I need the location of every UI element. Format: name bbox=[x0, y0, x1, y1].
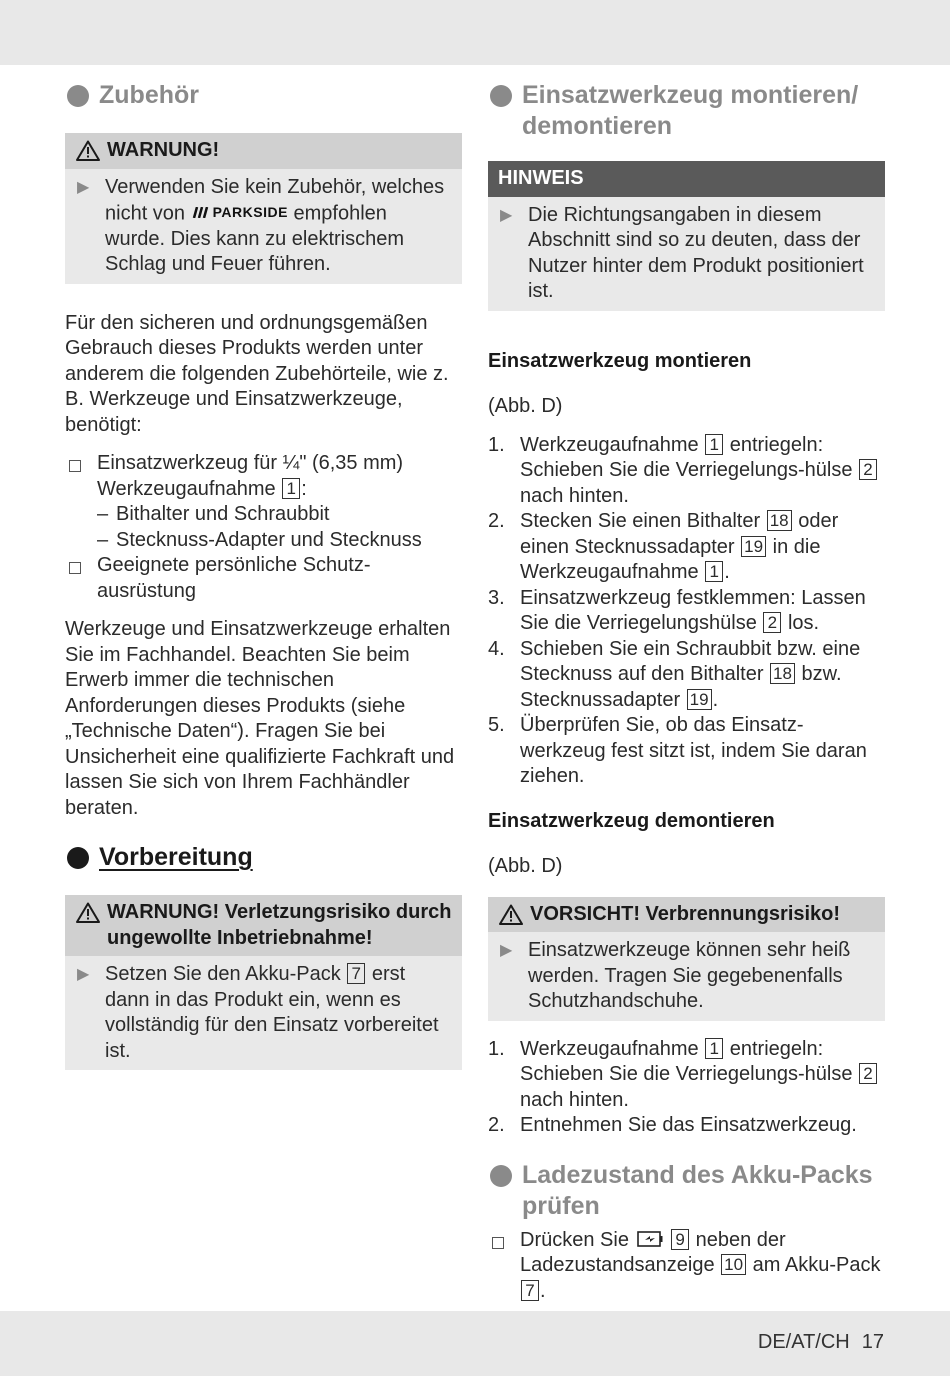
step-text-part: in die Werkzeugaufnahme bbox=[520, 535, 821, 583]
list-item bbox=[65, 553, 462, 604]
step-text-part: Werkzeugaufnahme bbox=[520, 1037, 699, 1060]
warning-triangle-icon bbox=[75, 140, 101, 161]
list-item-text bbox=[97, 451, 462, 553]
outro-paragraph: Werkzeuge und Einsatzwerkzeuge erhalten Sie im Fachhandel. Beachten Sie beim Erwerb immer die technischen Anforderungen dieses Produkts (siehe „Technische Daten“). Fragen Sie bei Unsicherheit eine qualifizierte Fachkraft und lassen Sie sich von Ihrem Fachhändler beraten. bbox=[65, 618, 455, 819]
reference-number: 1 bbox=[705, 1038, 723, 1059]
list-item-text bbox=[520, 1228, 885, 1305]
dismount-steps bbox=[488, 1037, 885, 1139]
reference-number: 10 bbox=[721, 1254, 746, 1275]
warning-box bbox=[65, 133, 462, 284]
checkbox-square-icon bbox=[65, 553, 97, 604]
warning-text-post: empfohlen wurde. Dies kann zu elektrischem Schlag und Feuer führen. bbox=[105, 202, 405, 276]
warning-header bbox=[65, 133, 462, 169]
step-text-part: Werkzeugaufnahme bbox=[520, 433, 699, 456]
checkbox-square-icon bbox=[488, 1228, 520, 1305]
step-text-part: entriegeln: Schieben Sie die Verriegelungs-hülse bbox=[520, 1037, 853, 1085]
reference-number: 19 bbox=[741, 536, 766, 557]
dash-item: – Bithalter und Schraubbit bbox=[97, 502, 462, 528]
step-text-part: oder einen Stecknussadapter bbox=[520, 510, 839, 558]
step-text-part: entriegeln: Schieben Sie die Verriegelungs-hülse bbox=[520, 433, 853, 481]
step-text-part: Stecken Sie einen Bithalter bbox=[520, 510, 761, 532]
warning-text bbox=[105, 962, 452, 1064]
step-text: Entnehmen Sie das Einsatzwerkzeug. bbox=[520, 1114, 857, 1136]
step-item bbox=[488, 433, 885, 510]
section-heading-zubehoer bbox=[65, 80, 462, 111]
item-text-part: neben der Ladezustandsanzeige bbox=[520, 1228, 786, 1276]
warning-text-pre: Verwenden Sie kein Zubehör, welches nicht von bbox=[105, 175, 445, 225]
warning-text bbox=[105, 175, 452, 278]
step-number: 5. bbox=[488, 714, 505, 736]
warning-triangle-icon bbox=[75, 902, 101, 923]
warning-body bbox=[65, 169, 462, 284]
reference-number: 18 bbox=[767, 510, 792, 531]
reference-number: 1 bbox=[705, 434, 723, 455]
reference-number: 2 bbox=[763, 612, 781, 633]
step-item bbox=[488, 1113, 885, 1139]
item-text-part: . bbox=[540, 1279, 546, 1302]
item-text: Einsatzwerkzeug für ¼" (6,35 mm) Werkzeugaufnahme bbox=[97, 452, 404, 500]
bullet-dot-icon bbox=[67, 847, 89, 869]
reference-number: 7 bbox=[521, 1280, 539, 1301]
warning-title: WARNUNG! Verletzungsrisiko durch ungewollte Inbetriebnahme! bbox=[107, 901, 452, 949]
step-text bbox=[520, 637, 885, 714]
step-number: 2. bbox=[488, 1114, 505, 1136]
step-text-part: nach hinten. bbox=[520, 484, 629, 507]
battery-check-list bbox=[488, 1228, 885, 1305]
reference-number: 9 bbox=[671, 1229, 689, 1250]
play-arrow-icon: ▶ bbox=[77, 178, 90, 196]
section-title: Zubehör bbox=[99, 81, 199, 109]
hint-title: HINWEIS bbox=[498, 167, 584, 189]
caution-box bbox=[488, 897, 885, 1021]
warning-title: WARNUNG! bbox=[107, 139, 220, 161]
dash-item-text: Stecknuss-Adapter und Stecknuss bbox=[116, 528, 422, 551]
warning-text-post: erst dann in das Produkt ein, wenn es vollständig für den Einsatz vorbereitet ist. bbox=[105, 963, 439, 1062]
step-text bbox=[520, 509, 885, 586]
step-item bbox=[488, 586, 885, 637]
step-item bbox=[488, 637, 885, 714]
section-title: Vorbereitung bbox=[99, 843, 253, 872]
reference-number: 7 bbox=[347, 963, 365, 984]
left-column bbox=[65, 80, 462, 1070]
section-title: Einsatzwerkzeug montieren/ demontieren bbox=[522, 81, 859, 140]
step-text-part: . bbox=[712, 688, 719, 711]
reference-number: 2 bbox=[859, 459, 877, 480]
battery-status-button-icon bbox=[637, 1229, 663, 1249]
caution-body bbox=[488, 932, 885, 1021]
step-item bbox=[488, 1037, 885, 1114]
list-item bbox=[488, 1228, 885, 1305]
dash-item-text: Bithalter und Schraubbit bbox=[116, 503, 330, 526]
warning-header bbox=[65, 895, 462, 956]
step-item bbox=[488, 509, 885, 586]
item-text-part: am Akku-Pack bbox=[752, 1254, 881, 1276]
bullet-dot-icon bbox=[490, 1165, 512, 1187]
play-arrow-icon: ▶ bbox=[500, 206, 513, 224]
footer-locale: DE/AT/CH bbox=[757, 1331, 850, 1353]
dash-item: – Stecknuss-Adapter und Stecknuss bbox=[97, 528, 462, 554]
step-text bbox=[520, 433, 885, 510]
step-number: 3. bbox=[488, 586, 505, 609]
reference-number: 19 bbox=[687, 689, 712, 710]
step-text: Überprüfen Sie, ob das Einsatz-werkzeug fest sitzt ist, indem Sie daran ziehen. bbox=[520, 714, 867, 787]
bullet-dot-icon bbox=[490, 85, 512, 107]
play-arrow-icon: ▶ bbox=[500, 942, 513, 959]
step-number: 1. bbox=[488, 433, 505, 456]
bullet-dot-icon bbox=[67, 85, 89, 107]
warning-triangle-icon bbox=[498, 904, 524, 925]
item-text-end: : bbox=[301, 477, 307, 500]
section-heading-vorbereitung bbox=[65, 842, 462, 873]
figure-reference: (Abb. D) bbox=[488, 395, 563, 417]
step-number: 1. bbox=[488, 1037, 505, 1060]
reference-number: 18 bbox=[770, 663, 795, 684]
reference-number: 1 bbox=[705, 561, 723, 582]
step-text-part: los. bbox=[787, 612, 820, 634]
hint-box bbox=[488, 161, 885, 311]
figure-reference: (Abb. D) bbox=[488, 855, 563, 877]
step-item bbox=[488, 713, 885, 790]
item-text-part: Drücken Sie bbox=[520, 1228, 629, 1251]
footer-bar bbox=[0, 1311, 950, 1376]
brand-name: PARKSIDE bbox=[212, 204, 288, 220]
checkbox-square-icon bbox=[65, 451, 97, 553]
caution-text: Einsatzwerkzeuge können sehr heiß werden. Tragen Sie gegebenenfalls Schutzhandschuhe. bbox=[528, 939, 851, 1012]
section-title: Ladezustand des Akku-Packs prüfen bbox=[522, 1160, 873, 1220]
section-heading-ladezustand bbox=[488, 1160, 885, 1222]
parkside-logo bbox=[191, 200, 288, 226]
top-bar bbox=[0, 0, 950, 65]
play-arrow-icon: ▶ bbox=[77, 966, 90, 984]
accessory-list bbox=[65, 451, 462, 604]
caution-title: VORSICHT! Verbrennungsrisiko! bbox=[530, 902, 841, 925]
step-text-part: Schieben Sie ein Schraubbit bzw. eine Stecknuss auf den Bithalter bbox=[520, 637, 861, 685]
item-text: Geeignete persönliche Schutz-ausrüstung bbox=[97, 554, 371, 602]
hint-text: Die Richtungsangaben in diesem Abschnitt sind so zu deuten, dass der Nutzer hinter dem Produkt positioniert ist. bbox=[528, 203, 864, 302]
warning-text-pre: Setzen Sie den Akku-Pack bbox=[105, 963, 341, 986]
warning-box bbox=[65, 895, 462, 1070]
step-text bbox=[520, 586, 885, 637]
subheading-demontieren: Einsatzwerkzeug demontieren bbox=[488, 809, 775, 832]
reference-number: 2 bbox=[859, 1063, 877, 1084]
step-text-part: nach hinten. bbox=[520, 1088, 629, 1111]
mount-steps bbox=[488, 433, 885, 790]
hint-body bbox=[488, 197, 885, 311]
parkside-stripes-icon bbox=[191, 207, 209, 218]
step-text-part: . bbox=[724, 561, 730, 583]
subheading-montieren: Einsatzwerkzeug montieren bbox=[488, 349, 752, 372]
right-column bbox=[488, 80, 885, 1304]
page-number: 17 bbox=[861, 1331, 884, 1353]
step-number: 2. bbox=[488, 510, 505, 532]
warning-body bbox=[65, 956, 462, 1070]
step-text bbox=[520, 1037, 885, 1114]
section-heading-montieren bbox=[488, 80, 885, 142]
intro-paragraph: Für den sicheren und ordnungsgemäßen Gebrauch dieses Produkts werden unter anderem die folgenden Zubehörteile, wie z. B. Werkzeuge und Einsatzwerkzeuge, benötigt: bbox=[65, 311, 449, 436]
step-text-part: Einsatzwerkzeug festklemmen: Lassen Sie die Verriegelungshülse bbox=[520, 586, 866, 634]
footer-text bbox=[758, 1330, 884, 1356]
list-item bbox=[65, 451, 462, 553]
step-text-part: bzw. Stecknussadapter bbox=[520, 663, 842, 711]
reference-number: 1 bbox=[282, 478, 300, 499]
hint-header bbox=[488, 161, 885, 197]
caution-header bbox=[488, 897, 885, 933]
step-number: 4. bbox=[488, 637, 505, 660]
